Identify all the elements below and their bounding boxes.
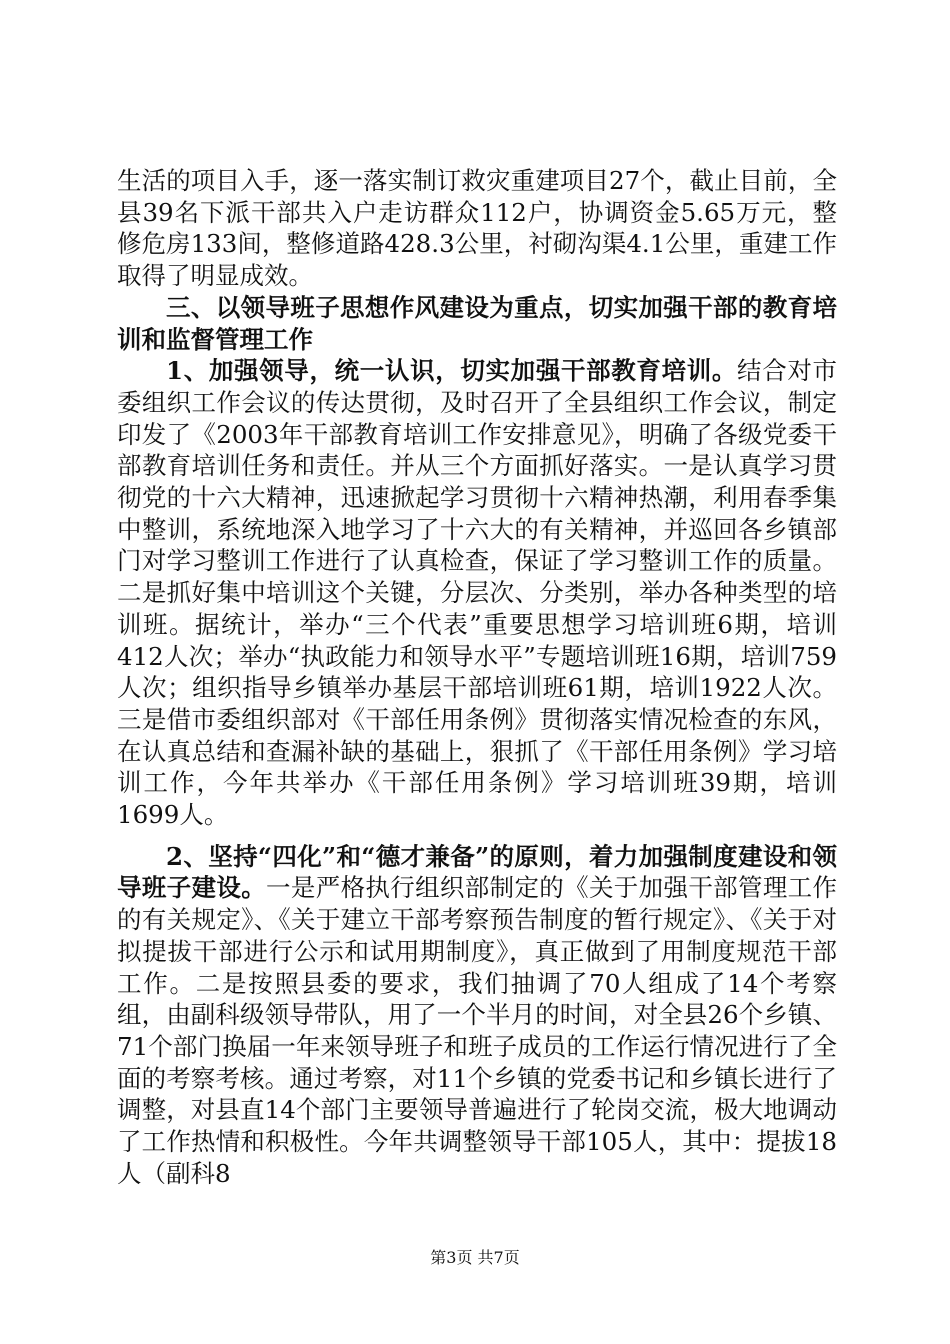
- section-heading-3: 三、以领导班子思想作风建设为重点，切实加强干部的教育培训和监督管理工作: [117, 292, 837, 354]
- page-number-footer: 第3页 共7页: [430, 1248, 520, 1267]
- paragraph-reconstruction-results: 生活的项目入手，逐一落实制订救灾重建项目27个，截止目前，全县39名下派干部共入户走访群众112户，协调资金5.65万元，整修危房133间，整修道路428.3公里，衬砌沟渠4.1公里，重建工作取得了明显成效。: [117, 166, 837, 291]
- subsection-1-body: 结合对市委组织工作会议的传达贯彻，及时召开了全县组织工作会议，制定印发了《2003年干部教育培训工作安排意见》，明确了各级党委干部教育培训任务和责任。并从三个方面抓好落实。一是认真学习贯彻党的十六大精神，迅速掀起学习贯彻十六精神热潮，利用春季集中整训，系统地深入地学习了十六大的有关精神，并巡回各乡镇部门对学习整训工作进行了认真检查，保证了学习整训工作的质量。二是抓好集中培训这个关键，分层次、分类别，举办各种类型的培训班。据统计，举办“三个代表”重要思想学习培训班6期，培训412人次；举办“执政能力和领导水平”专题培训班16期，培训759人次；组织指导乡镇举办基层干部培训班61期，培训1922人次。三是借市委组织部对《干部任用条例》贯彻落实情况检查的东风，在认真总结和查漏补缺的基础上，狠抓了《干部任用条例》学习培训工作，今年共举办《干部任用条例》学习培训班39期，培训1699人。: [117, 356, 838, 830]
- subheading-1: 1、加强领导，统一认识，切实加强干部教育培训。: [166, 356, 738, 386]
- subsection-2-body: 一是严格执行组织部制定的《关于加强干部管理工作的有关规定》、《关于建立干部考察预告制度的暂行规定》、《关于对拟提拔干部进行公示和试用期制度》，真正做到了用制度规范干部工作。二是按照县委的要求，我们抽调了70人组成了14个考察组，由副科级领导带队，用了一个半月的时间，对全县26个乡镇、71个部门换届一年来领导班子和班子成员的工作运行情况进行了全面的考察考核。通过考察，对11个乡镇的党委书记和乡镇长进行了调整，对县直14个部门主要领导普遍进行了轮岗交流，极大地调动了工作热情和积极性。今年共调整领导干部105人，其中：提拔18人（副科8: [117, 873, 838, 1188]
- document-body: [117, 165, 837, 1190]
- paragraph-cadre-training: [117, 355, 837, 831]
- subheading-2: 2、坚持“四化”和“德才兼备”的原则，着力加强制度建设和领导班子建设。: [117, 841, 837, 903]
- paragraph-institution-building: [117, 841, 837, 1190]
